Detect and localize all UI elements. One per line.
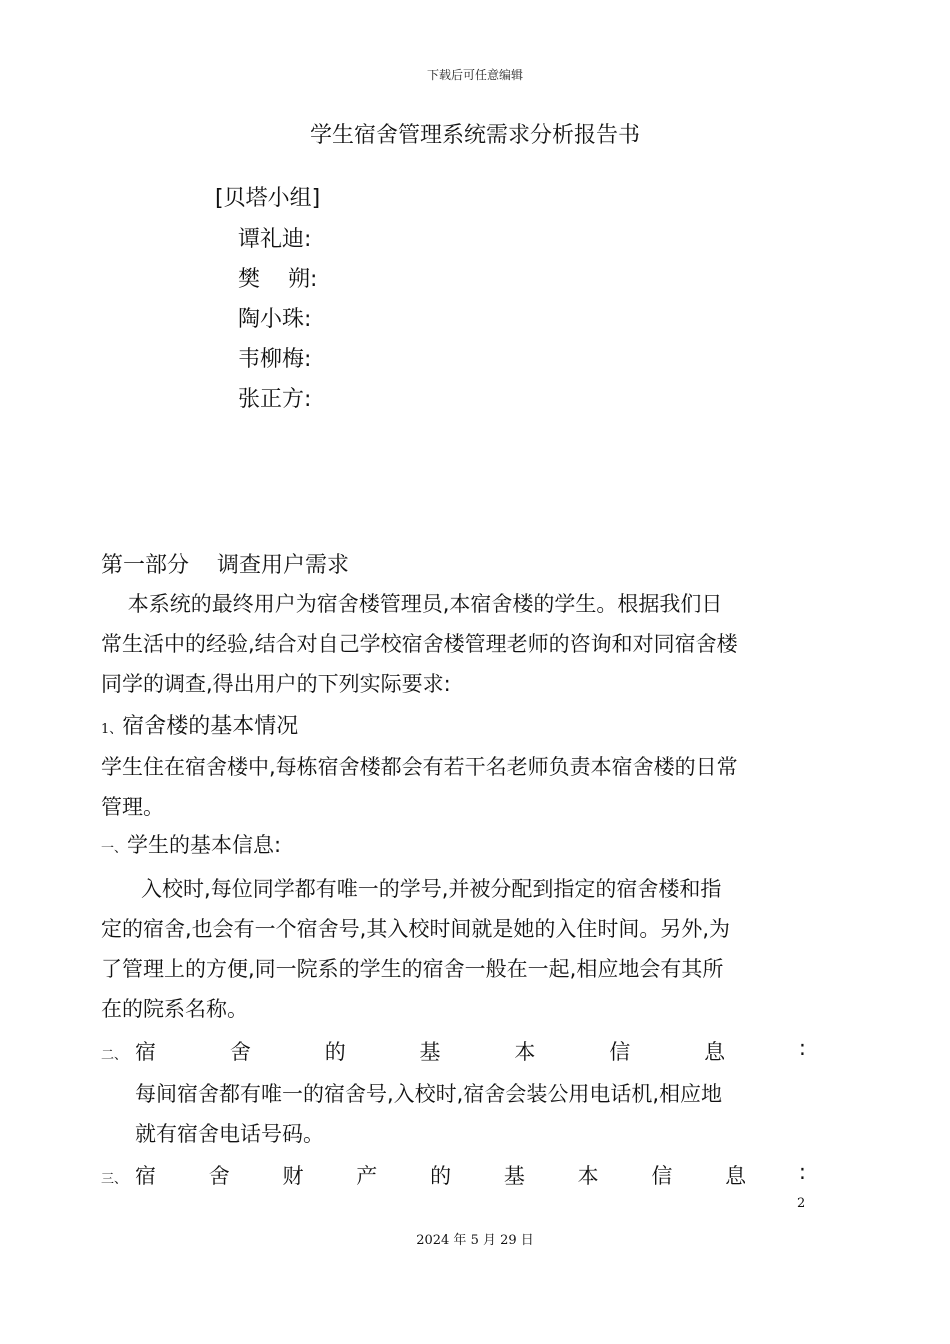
subsection-line: 就有宿舍电话号码。 (135, 1122, 324, 1146)
intro-line: 本系统的最终用户为宿舍楼管理员,本宿舍楼的学生。根据我们日 (101, 592, 723, 616)
member-name: 谭礼迪: (238, 227, 312, 252)
intro-line: 常生活中的经验,结合对自己学校宿舍楼管理老师的咨询和对同宿舍楼 (101, 632, 738, 656)
subsection-number: 二、 (101, 1048, 128, 1063)
group-name: [贝塔小组] (215, 186, 321, 211)
intro-line: 同学的调查,得出用户的下列实际要求: (101, 672, 451, 696)
subsection-label: 宿 舍 财 产 的 基 本 信 息 : (135, 1160, 806, 1188)
subsection-heading (101, 1036, 806, 1066)
subsection-number: 一、 (101, 841, 128, 856)
subsection-line: 每间宿舍都有唯一的宿舍号,入校时,宿舍会装公用电话机,相应地 (135, 1082, 723, 1106)
subsection-label: 宿 舍 的 基 本 信 息 : (135, 1036, 806, 1064)
footer-date: 2024 年 5 月 29 日 (416, 1233, 534, 1248)
section-number: 1、 (101, 722, 123, 737)
subsection-line: 入校时,每位同学都有唯一的学号,并被分配到指定的宿舍楼和指 (101, 877, 722, 901)
subsection-line: 了管理上的方便,同一院系的学生的宿舍一般在一起,相应地会有其所 (101, 957, 724, 981)
section-line: 学生住在宿舍楼中,每栋宿舍楼都会有若干名老师负责本宿舍楼的日常 (101, 755, 738, 779)
section-heading (101, 709, 298, 740)
section-line: 管理。 (101, 795, 164, 819)
part-heading: 第一部分 调查用户需求 (101, 553, 349, 578)
subsection-number: 三、 (101, 1172, 128, 1187)
member-name: 张正方: (238, 387, 312, 412)
member-name: 陶小珠: (238, 307, 312, 332)
subsection-label: 学生的基本信息: (127, 833, 282, 857)
subsection-heading (101, 1160, 806, 1190)
page-number: 2 (797, 1196, 806, 1211)
subsection-line: 在的院系名称。 (101, 997, 248, 1021)
subsection-heading (101, 829, 281, 859)
subsection-line: 定的宿舍,也会有一个宿舍号,其入校时间就是她的入住时间。另外,为 (101, 917, 731, 941)
document-title: 学生宿舍管理系统需求分析报告书 (309, 123, 640, 148)
page-header-note: 下载后可任意编辑 (426, 68, 523, 82)
member-name: 樊 朔: (238, 267, 318, 292)
section-title: 宿舍楼的基本情况 (122, 714, 299, 739)
member-name: 韦柳梅: (238, 347, 312, 372)
